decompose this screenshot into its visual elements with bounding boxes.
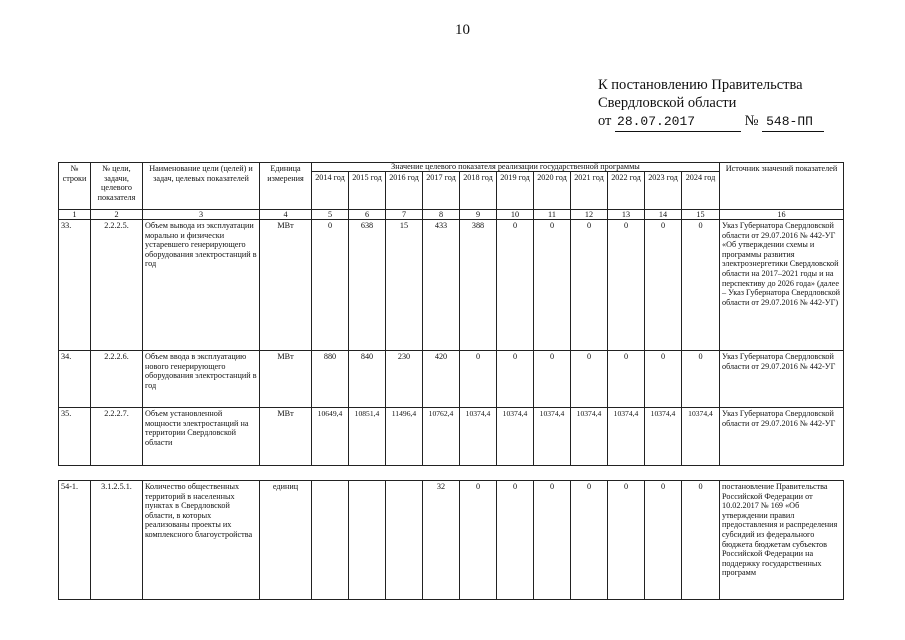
row-source: постановление Правительства Российской Федерации от 10.02.2017 № 169 «Об утверждении правил предоставления и распределения субсидий из федерального бюджета бюджетам субъектов Российской Федерации на поддержку государственных программ (720, 481, 844, 600)
row-value: 433 (423, 220, 460, 351)
decree-line-2: Свердловской области (598, 95, 737, 111)
row-value: 0 (608, 351, 645, 408)
row-value: 880 (312, 351, 349, 408)
row-name: Объем ввода в эксплуатацию нового генерирующего оборудования электростанций в год (143, 351, 260, 408)
row-unit: единиц (260, 481, 312, 600)
column-number: 8 (423, 210, 460, 220)
row-unit: МВт (260, 351, 312, 408)
column-number: 3 (143, 210, 260, 220)
row-number: 35. (59, 408, 91, 466)
row-value: 388 (460, 220, 497, 351)
header-year: 2016 год (386, 172, 423, 210)
row-value: 0 (312, 220, 349, 351)
row-value: 0 (682, 351, 720, 408)
row-value: 15 (386, 220, 423, 351)
column-number: 10 (497, 210, 534, 220)
header-year: 2018 год (460, 172, 497, 210)
column-number: 1 (59, 210, 91, 220)
header-values-group: Значение целевого показателя реализации государственной программы (312, 163, 720, 172)
row-value: 0 (534, 481, 571, 600)
row-value: 0 (645, 351, 682, 408)
row-value: 0 (497, 220, 534, 351)
table-row (59, 351, 844, 408)
row-code: 2.2.2.6. (91, 351, 143, 408)
row-value: 10649,4 (312, 408, 349, 466)
row-value: 10762,4 (423, 408, 460, 466)
header-year: 2019 год (497, 172, 534, 210)
decree-date: 28.07.2017 (615, 113, 741, 132)
column-number: 15 (682, 210, 720, 220)
row-value: 0 (460, 351, 497, 408)
column-number: 11 (534, 210, 571, 220)
header-year: 2023 год (645, 172, 682, 210)
header-goal-no: № цели, задачи, целевого показателя (91, 163, 143, 210)
column-number: 16 (720, 210, 844, 220)
table-row (59, 408, 844, 466)
header-unit: Единица измерения (260, 163, 312, 210)
row-value: 0 (497, 351, 534, 408)
row-value: 0 (571, 220, 608, 351)
row-value: 11496,4 (386, 408, 423, 466)
header-name: Наименование цели (целей) и задач, целевых показателей (143, 163, 260, 210)
column-number: 6 (349, 210, 386, 220)
row-value: 638 (349, 220, 386, 351)
row-value: 10374,4 (682, 408, 720, 466)
row-value: 0 (571, 481, 608, 600)
row-value: 230 (386, 351, 423, 408)
column-number: 14 (645, 210, 682, 220)
row-value: 0 (497, 481, 534, 600)
row-value (349, 481, 386, 600)
row-source: Указ Губернатора Свердловской области от 29.07.2016 № 442-УГ «Об утверждении схемы и программы развития электроэнергетики Свердловской области на 2017–2021 годы и на перспективу до 2026 года» (далее – Указ Губернатора Свердловской области от 29.07.2016 № 442-УГ) (720, 220, 844, 351)
row-number: 54-1. (59, 481, 91, 600)
column-number: 4 (260, 210, 312, 220)
row-code: 3.1.2.5.1. (91, 481, 143, 600)
page-number: 10 (455, 22, 470, 38)
row-value: 10374,4 (571, 408, 608, 466)
row-value: 0 (645, 481, 682, 600)
header-year: 2014 год (312, 172, 349, 210)
row-value: 840 (349, 351, 386, 408)
row-code: 2.2.2.7. (91, 408, 143, 466)
row-value: 10374,4 (534, 408, 571, 466)
column-numbers-row (59, 210, 844, 220)
row-value: 0 (682, 220, 720, 351)
row-value: 10374,4 (497, 408, 534, 466)
header-year: 2015 год (349, 172, 386, 210)
indicators-table-extra (58, 480, 844, 600)
row-value: 0 (460, 481, 497, 600)
row-name: Объем вывода из эксплуатации морально и физически устаревшего генерирующего оборудования электростанций в год (143, 220, 260, 351)
row-value: 0 (608, 220, 645, 351)
decree-number-label: № (744, 113, 759, 129)
row-value (312, 481, 349, 600)
column-number: 2 (91, 210, 143, 220)
column-number: 7 (386, 210, 423, 220)
row-value: 10374,4 (645, 408, 682, 466)
row-value: 420 (423, 351, 460, 408)
row-unit: МВт (260, 220, 312, 351)
row-value: 10374,4 (608, 408, 645, 466)
row-value: 32 (423, 481, 460, 600)
row-number: 34. (59, 351, 91, 408)
row-value: 10851,4 (349, 408, 386, 466)
row-name: Количество общественных территорий в населенных пунктах в Свердловской области, в которых реализованы проекты их комплексного благоустройства (143, 481, 260, 600)
row-value: 0 (534, 351, 571, 408)
header-source: Источник значений показателей (720, 163, 844, 210)
decree-number: 548-ПП (762, 113, 824, 132)
header-year: 2021 год (571, 172, 608, 210)
table-row (59, 481, 844, 600)
row-value: 0 (571, 351, 608, 408)
row-unit: МВт (260, 408, 312, 466)
row-source: Указ Губернатора Свердловской области от 29.07.2016 № 442-УГ (720, 408, 844, 466)
row-name: Объем установленной мощности электростанций на территории Свердловской области (143, 408, 260, 466)
column-number: 12 (571, 210, 608, 220)
header-year: 2020 год (534, 172, 571, 210)
table-header-row (59, 163, 844, 172)
column-number: 13 (608, 210, 645, 220)
row-source: Указ Губернатора Свердловской области от 29.07.2016 № 442-УГ (720, 351, 844, 408)
column-number: 5 (312, 210, 349, 220)
row-value: 0 (608, 481, 645, 600)
header-row-no: № строки (59, 163, 91, 210)
table-row (59, 220, 844, 351)
decree-line-3 (598, 112, 824, 132)
column-number: 9 (460, 210, 497, 220)
indicators-table (58, 162, 844, 466)
header-year: 2024 год (682, 172, 720, 210)
row-code: 2.2.2.5. (91, 220, 143, 351)
header-year: 2022 год (608, 172, 645, 210)
decree-from-label: от (598, 113, 612, 129)
decree-line-1: К постановлению Правительства (598, 77, 803, 93)
row-value: 0 (534, 220, 571, 351)
row-value (386, 481, 423, 600)
decree-reference (598, 76, 824, 132)
row-number: 33. (59, 220, 91, 351)
row-value: 0 (645, 220, 682, 351)
header-year: 2017 год (423, 172, 460, 210)
row-value: 10374,4 (460, 408, 497, 466)
row-value: 0 (682, 481, 720, 600)
